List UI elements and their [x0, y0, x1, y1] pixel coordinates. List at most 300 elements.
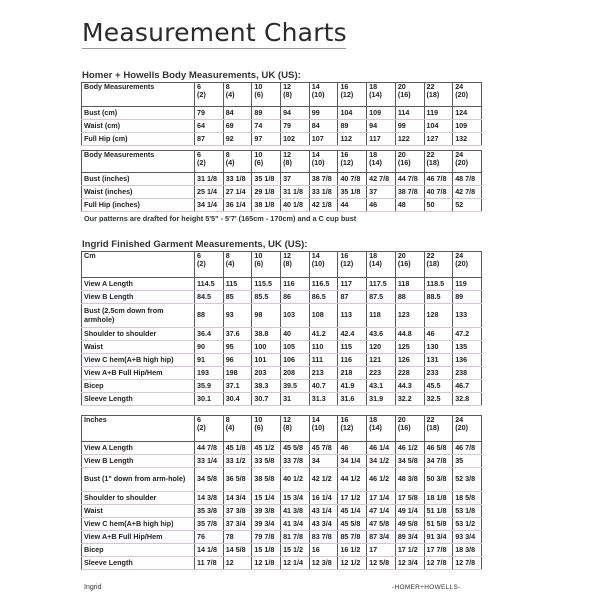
- measurement-value: 42.4: [338, 328, 367, 341]
- measurement-value: 45 1/4: [338, 505, 367, 518]
- measurement-value: 44: [338, 199, 367, 212]
- row-label: Bust (2.5cm down from armhole): [82, 304, 195, 328]
- measurement-value: 17 1/4: [367, 492, 396, 505]
- measurement-value: 103: [281, 304, 310, 328]
- measurement-value: 79: [195, 107, 224, 120]
- size-header: 22 (18): [426, 415, 440, 433]
- measurement-value: 33 5/8: [252, 455, 281, 468]
- measurement-value: 27 1/4: [223, 186, 252, 199]
- measurement-value: 115: [338, 341, 367, 354]
- size-header: 6 (2): [197, 251, 206, 269]
- measurement-value: 46 7/8: [424, 173, 453, 186]
- measurement-value: 38 1/8: [252, 199, 281, 212]
- size-header: 16 (12): [340, 415, 354, 433]
- measurement-value: 51 1/8: [424, 505, 453, 518]
- measurement-value: 44.3: [395, 380, 424, 393]
- measurement-value: 40 1/8: [281, 199, 310, 212]
- measurement-value: 84: [223, 107, 252, 120]
- measurement-value: 48 3/8: [395, 468, 424, 492]
- measurement-value: 29 1/8: [252, 186, 281, 199]
- measurement-value: 81 7/8: [281, 531, 310, 544]
- title-divider: [82, 48, 346, 49]
- measurement-value: 91 3/4: [424, 531, 453, 544]
- measurement-value: 34 1/4: [195, 199, 224, 212]
- measurement-value: 31.6: [338, 393, 367, 406]
- measurement-value: 93 3/4: [453, 531, 482, 544]
- measurement-value: 14 5/8: [223, 544, 252, 557]
- measurement-value: 18 5/8: [453, 492, 482, 505]
- measurement-value: 128: [424, 304, 453, 328]
- table-row: [82, 468, 482, 492]
- measurement-value: 39.5: [281, 380, 310, 393]
- measurement-value: 40 7/8: [338, 173, 367, 186]
- measurement-value: 42 7/8: [453, 186, 482, 199]
- measurement-value: 105: [281, 341, 310, 354]
- row-label: Full Hip (inches): [82, 199, 195, 212]
- measurement-value: 30.4: [223, 393, 252, 406]
- size-header: 20 (16): [397, 82, 411, 100]
- measurement-value: 121: [367, 354, 396, 367]
- measurement-value: 37.1: [223, 380, 252, 393]
- pattern-height-note: Our patterns are drafted for height 5'5" - 5'7' (165cm - 170cm) and a C cup bust: [84, 214, 357, 223]
- measurement-value: 87: [338, 291, 367, 304]
- measurement-value: 35.9: [195, 380, 224, 393]
- measurement-value: 127: [424, 133, 453, 146]
- measurement-value: 133: [453, 304, 482, 328]
- measurement-value: 38 5/8: [252, 468, 281, 492]
- measurement-value: 17 7/8: [424, 544, 453, 557]
- measurement-value: 12 1/2: [338, 557, 367, 570]
- measurement-value: 32.5: [424, 393, 453, 406]
- measurement-value: 100: [252, 341, 281, 354]
- measurement-value: 34 7/8: [424, 455, 453, 468]
- measurement-value: 104: [338, 107, 367, 120]
- measurement-value: 107: [309, 133, 338, 146]
- size-header: 12 (8): [283, 415, 292, 433]
- measurement-value: 91: [195, 354, 224, 367]
- measurement-value: 88: [395, 291, 424, 304]
- measurement-value: 76: [195, 531, 224, 544]
- measurement-value: 44 7/8: [395, 173, 424, 186]
- table-row: [82, 544, 482, 557]
- measurement-value: 126: [395, 354, 424, 367]
- row-label: View A+B Full Hip/Hem: [82, 531, 195, 544]
- measurement-value: 41.2: [309, 328, 338, 341]
- measurement-value: 43.6: [367, 328, 396, 341]
- size-header: 22 (18): [426, 82, 440, 100]
- measurement-value: 116: [281, 278, 310, 291]
- measurement-value: 15 1/8: [252, 544, 281, 557]
- measurement-value: 34 1/2: [367, 455, 396, 468]
- measurement-value: 43.1: [367, 380, 396, 393]
- measurement-value: 85.5: [252, 291, 281, 304]
- row-label: Shoulder to shoulder: [82, 328, 195, 341]
- table-row: [82, 199, 482, 212]
- measurement-value: 31.9: [367, 393, 396, 406]
- measurement-value: 117.5: [367, 278, 396, 291]
- size-header: 10 (6): [254, 150, 264, 168]
- measurement-value: 40 7/8: [424, 186, 453, 199]
- measurement-value: 17 1/2: [395, 544, 424, 557]
- measurement-value: 74: [252, 120, 281, 133]
- measurement-value: 114: [395, 107, 424, 120]
- row-label: View A+B Full Hip/Hem: [82, 367, 195, 380]
- measurement-value: 33 7/8: [281, 455, 310, 468]
- measurement-value: 123: [395, 304, 424, 328]
- measurement-value: 117: [338, 278, 367, 291]
- measurement-value: 104: [424, 120, 453, 133]
- measurement-value: 208: [281, 367, 310, 380]
- measurement-value: 213: [309, 367, 338, 380]
- measurement-value: 16: [309, 544, 338, 557]
- measurement-value: 31 1/8: [195, 173, 224, 186]
- table-row: [82, 492, 482, 505]
- measurement-value: 46: [367, 199, 396, 212]
- measurement-value: 14 1/8: [195, 544, 224, 557]
- measurement-value: 120: [367, 341, 396, 354]
- size-header: 12 (8): [283, 82, 292, 100]
- measurement-value: 130: [424, 341, 453, 354]
- measurement-value: 37: [367, 186, 396, 199]
- row-label: Bust (1" down from arm-hole): [82, 468, 195, 492]
- size-header: 24 (20): [455, 82, 468, 100]
- measurement-value: 69: [223, 120, 252, 133]
- measurement-value: 102: [281, 133, 310, 146]
- measurement-value: 112: [338, 133, 367, 146]
- measurement-value: 32.8: [453, 393, 482, 406]
- measurement-value: 36 1/4: [223, 199, 252, 212]
- measurement-value: 45 7/8: [309, 442, 338, 455]
- measurement-value: 25 1/4: [195, 186, 224, 199]
- measurement-value: 32.2: [395, 393, 424, 406]
- row-label: View C hem(A+B high hip): [82, 354, 195, 367]
- measurement-value: 109: [367, 107, 396, 120]
- measurement-value: 45 5/8: [338, 518, 367, 531]
- footer-pattern-name: Ingrid: [84, 584, 102, 591]
- measurement-value: 44 7/8: [195, 442, 224, 455]
- size-header: 6 (2): [197, 150, 206, 168]
- measurement-value: 203: [252, 367, 281, 380]
- measurement-value: 238: [453, 367, 482, 380]
- measurement-value: 37: [281, 173, 310, 186]
- measurement-value: 35: [453, 455, 482, 468]
- measurement-value: 49 5/8: [395, 518, 424, 531]
- measurement-value: 45 5/8: [281, 442, 310, 455]
- measurement-value: 79: [281, 120, 310, 133]
- size-header: 14 (10): [311, 415, 325, 433]
- measurement-value: 99: [309, 107, 338, 120]
- measurement-value: 116.5: [309, 278, 338, 291]
- measurement-value: 97: [252, 133, 281, 146]
- measurement-value: 44 1/2: [338, 468, 367, 492]
- measurement-value: 53 1/8: [453, 505, 482, 518]
- measurement-value: 17 1/2: [338, 492, 367, 505]
- measurement-value: 46: [424, 328, 453, 341]
- measurement-value: 42 1/8: [309, 199, 338, 212]
- row-label: Bicep: [82, 380, 195, 393]
- measurement-value: 228: [395, 367, 424, 380]
- measurement-value: 14 3/4: [223, 492, 252, 505]
- measurement-value: 33 1/2: [223, 455, 252, 468]
- measurement-value: 51 5/8: [424, 518, 453, 531]
- measurement-value: 34: [309, 455, 338, 468]
- measurement-value: 87.5: [367, 291, 396, 304]
- table-row: [82, 328, 482, 341]
- measurement-value: 31.3: [309, 393, 338, 406]
- measurement-value: 35 3/8: [195, 505, 224, 518]
- measurement-value: 122: [395, 133, 424, 146]
- measurement-value: 79 7/8: [252, 531, 281, 544]
- measurement-value: 46 1/2: [367, 468, 396, 492]
- measurement-value: 37 3/8: [223, 505, 252, 518]
- measurement-value: 116: [338, 354, 367, 367]
- measurement-value: 15 1/4: [252, 492, 281, 505]
- row-label: Full Hip (cm): [82, 133, 195, 146]
- measurement-value: 218: [338, 367, 367, 380]
- measurement-value: 33 1/8: [309, 186, 338, 199]
- measurement-value: 40.7: [309, 380, 338, 393]
- measurement-value: 36.4: [195, 328, 224, 341]
- measurement-value: 31: [281, 393, 310, 406]
- measurement-value: 41 3/8: [281, 505, 310, 518]
- size-header: 14 (10): [311, 82, 325, 100]
- table-row: [82, 120, 482, 133]
- size-header: 6 (2): [197, 82, 206, 100]
- size-header: 10 (6): [254, 415, 264, 433]
- size-header: 18 (14): [369, 150, 382, 168]
- measurement-value: 48: [395, 199, 424, 212]
- body-measurements-cm-table: [81, 82, 482, 146]
- measurement-value: 87 3/4: [367, 531, 396, 544]
- measurement-value: 117: [367, 133, 396, 146]
- measurement-value: 42 7/8: [367, 173, 396, 186]
- size-header: 20 (16): [397, 150, 411, 168]
- table-row: [82, 291, 482, 304]
- measurement-value: 118.5: [424, 278, 453, 291]
- size-header: 10 (6): [254, 82, 264, 100]
- measurement-value: 41.9: [338, 380, 367, 393]
- size-header: 22 (18): [426, 150, 440, 168]
- row-label: Sleeve Length: [82, 557, 195, 570]
- measurement-value: 83 7/8: [309, 531, 338, 544]
- measurement-value: 94: [281, 107, 310, 120]
- size-header: 8 (4): [225, 150, 235, 168]
- measurement-value: 38.8: [252, 328, 281, 341]
- measurement-value: 46: [338, 442, 367, 455]
- measurement-value: 39 3/4: [252, 518, 281, 531]
- measurement-value: 53 1/2: [453, 518, 482, 531]
- row-label: View B Length: [82, 291, 195, 304]
- measurement-value: 198: [223, 367, 252, 380]
- measurement-value: 193: [195, 367, 224, 380]
- measurement-value: 50 3/8: [424, 468, 453, 492]
- measurement-value: 39 3/8: [252, 505, 281, 518]
- size-header: 18 (14): [369, 415, 382, 433]
- measurement-value: 108: [309, 304, 338, 328]
- measurement-value: 34 5/8: [395, 455, 424, 468]
- body-measurements-inches-table: [81, 150, 482, 212]
- measurement-value: 46 1/2: [395, 442, 424, 455]
- measurement-value: 41 3/4: [281, 518, 310, 531]
- ingrid-garment-inches-table: [81, 415, 482, 570]
- size-header: 16 (12): [340, 82, 354, 100]
- measurement-value: 131: [424, 354, 453, 367]
- row-label: Sleeve Length: [82, 393, 195, 406]
- measurement-value: 16 1/2: [338, 544, 367, 557]
- measurement-value: 12 1/4: [281, 557, 310, 570]
- measurement-value: 38.3: [252, 380, 281, 393]
- measurement-value: 115: [223, 278, 252, 291]
- table-row: [82, 354, 482, 367]
- size-header: 12 (8): [283, 251, 292, 269]
- measurement-value: 78: [223, 531, 252, 544]
- table-row: [82, 531, 482, 544]
- measurement-value: 118: [367, 304, 396, 328]
- row-label: Waist: [82, 505, 195, 518]
- table-header-row: [82, 416, 482, 442]
- measurement-value: 12 7/8: [453, 557, 482, 570]
- measurement-value: 38 7/8: [395, 186, 424, 199]
- measurement-value: 135: [453, 341, 482, 354]
- measurement-value: 85: [223, 291, 252, 304]
- row-label: Bicep: [82, 544, 195, 557]
- size-header: 18 (14): [369, 82, 382, 100]
- measurement-value: 12 1/8: [252, 557, 281, 570]
- measurement-value: 86: [281, 291, 310, 304]
- size-header: 22 (18): [426, 251, 440, 269]
- measurement-value: 84.5: [195, 291, 224, 304]
- measurement-value: 45 1/2: [252, 442, 281, 455]
- measurement-value: 89: [252, 107, 281, 120]
- table-header-label: Inches: [82, 416, 195, 442]
- table-row: [82, 380, 482, 393]
- table-row: [82, 186, 482, 199]
- measurement-value: 136: [453, 354, 482, 367]
- measurement-value: 93: [223, 304, 252, 328]
- measurement-value: 233: [424, 367, 453, 380]
- size-header: 14 (10): [311, 150, 325, 168]
- row-label: Bust (cm): [82, 107, 195, 120]
- measurement-value: 50: [424, 199, 453, 212]
- size-header: 12 (8): [283, 150, 292, 168]
- table-row: [82, 455, 482, 468]
- measurement-value: 89: [338, 120, 367, 133]
- row-label: Waist (inches): [82, 186, 195, 199]
- measurement-value: 46.7: [453, 380, 482, 393]
- measurement-value: 15 1/2: [281, 544, 310, 557]
- measurement-value: 40: [281, 328, 310, 341]
- measurement-value: 34 5/8: [195, 468, 224, 492]
- measurement-value: 52 3/8: [453, 468, 482, 492]
- measurement-value: 18 3/8: [453, 544, 482, 557]
- size-header: 24 (20): [455, 415, 468, 433]
- measurement-value: 30.1: [195, 393, 224, 406]
- measurement-value: 40 1/2: [281, 468, 310, 492]
- table-row: [82, 304, 482, 328]
- table-header-row: [82, 151, 482, 173]
- measurement-value: 37 3/4: [223, 518, 252, 531]
- measurement-value: 98: [252, 304, 281, 328]
- measurement-value: 113: [338, 304, 367, 328]
- table-row: [82, 557, 482, 570]
- measurement-value: 30.7: [252, 393, 281, 406]
- measurement-value: 18 1/8: [424, 492, 453, 505]
- table-row: [82, 278, 482, 291]
- measurement-value: 85 7/8: [338, 531, 367, 544]
- measurement-value: 115.5: [252, 278, 281, 291]
- measurement-value: 124: [453, 107, 482, 120]
- measurement-value: 45.5: [424, 380, 453, 393]
- measurement-value: 16 1/4: [309, 492, 338, 505]
- measurement-value: 84: [309, 120, 338, 133]
- table-header-label: Body Measurements: [82, 151, 195, 173]
- measurement-value: 12 7/8: [424, 557, 453, 570]
- measurement-value: 46 7/8: [453, 442, 482, 455]
- size-header: 8 (4): [225, 415, 235, 433]
- measurement-value: 17: [367, 544, 396, 557]
- measurement-value: 92: [223, 133, 252, 146]
- measurement-value: 12 5/8: [367, 557, 396, 570]
- size-header: 24 (20): [455, 251, 468, 269]
- measurement-value: 101: [252, 354, 281, 367]
- measurement-value: 38 7/8: [309, 173, 338, 186]
- size-header: 14 (10): [311, 251, 325, 269]
- measurement-value: 99: [395, 120, 424, 133]
- row-label: Waist (cm): [82, 120, 195, 133]
- size-header: 16 (12): [340, 251, 354, 269]
- measurement-value: 88.5: [424, 291, 453, 304]
- measurement-value: 119: [453, 278, 482, 291]
- table-row: [82, 393, 482, 406]
- measurement-value: 111: [309, 354, 338, 367]
- table-row: [82, 173, 482, 186]
- measurement-value: 109: [453, 120, 482, 133]
- section-heading-ingrid-garment: Ingrid Finished Garment Measurements, UK (US):: [82, 239, 308, 250]
- measurement-value: 15 3/4: [281, 492, 310, 505]
- measurement-value: 12 3/8: [309, 557, 338, 570]
- measurement-value: 90: [195, 341, 224, 354]
- row-label: View C hem(A+B high hip): [82, 518, 195, 531]
- measurement-value: 52: [453, 199, 482, 212]
- page-title: Measurement Charts: [82, 18, 347, 47]
- measurement-value: 14 3/8: [195, 492, 224, 505]
- size-header: 24 (20): [455, 150, 468, 168]
- measurement-value: 125: [395, 341, 424, 354]
- measurement-value: 89: [453, 291, 482, 304]
- measurement-value: 33 1/4: [195, 455, 224, 468]
- table-header-label: Body Measurements: [82, 83, 195, 107]
- measurement-value: 47 5/8: [367, 518, 396, 531]
- measurement-value: 47 1/4: [367, 505, 396, 518]
- measurement-value: 46 1/4: [367, 442, 396, 455]
- size-header: 20 (16): [397, 415, 411, 433]
- table-row: [82, 518, 482, 531]
- measurement-value: 31 1/8: [281, 186, 310, 199]
- table-row: [82, 442, 482, 455]
- row-label: View A Length: [82, 278, 195, 291]
- measurement-value: 35 1/8: [252, 173, 281, 186]
- measurement-value: 43 1/4: [309, 505, 338, 518]
- measurement-value: 132: [453, 133, 482, 146]
- table-row: [82, 505, 482, 518]
- section-heading-body-measurements: Homer + Howells Body Measurements, UK (US):: [82, 70, 301, 81]
- measurement-value: 47.2: [453, 328, 482, 341]
- table-header-row: [82, 252, 482, 278]
- measurement-value: 35 1/8: [338, 186, 367, 199]
- measurement-value: 17 5/8: [395, 492, 424, 505]
- row-label: View A Length: [82, 442, 195, 455]
- measurement-value: 114.5: [195, 278, 224, 291]
